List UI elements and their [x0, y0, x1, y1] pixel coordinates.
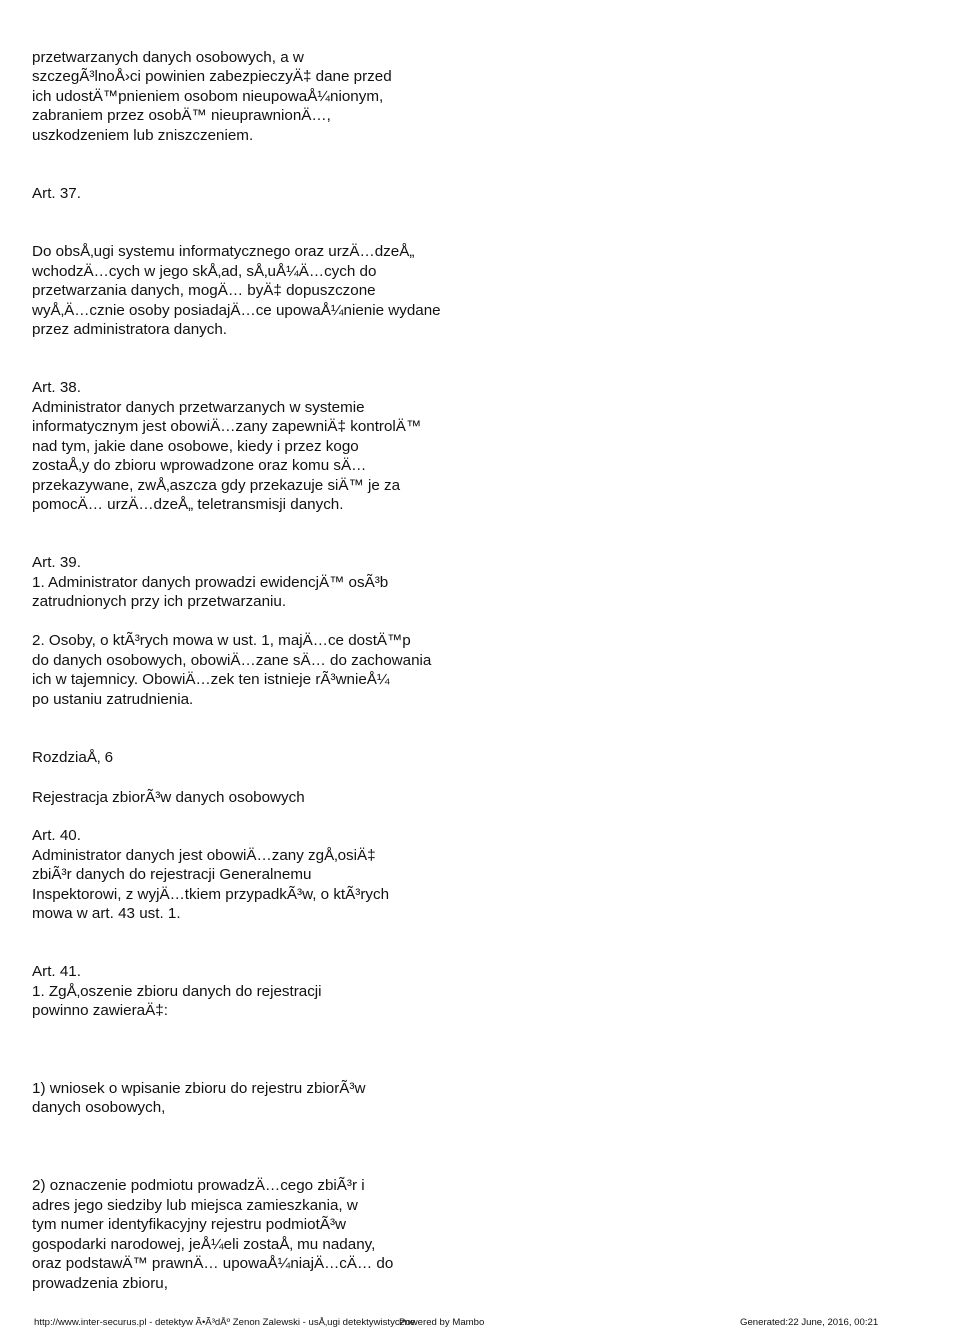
footer-generated: Generated:22 June, 2016, 00:21: [740, 1317, 879, 1328]
text-line: gospodarki narodowej, jeÅ¼eli zostaÅ‚ mu nadany,: [32, 1236, 376, 1253]
text-line: Administrator danych jest obowiÄ…zany zgÅ‚osiÄ‡: [32, 847, 376, 864]
text-line: ich udostÄ™pnieniem osobom nieupowaÅ¼nionym,: [32, 88, 384, 105]
text-line: mowa w art. 43 ust. 1.: [32, 905, 181, 922]
text-line: oraz podstawÄ™ prawnÄ… upowaÅ¼niajÄ…cÄ… do: [32, 1255, 394, 1272]
text-line: 1) wniosek o wpisanie zbioru do rejestru zbiorÃ³w: [32, 1080, 366, 1097]
text-line: adres jego siedziby lub miejsca zamieszkania, w: [32, 1197, 358, 1214]
text-line: przetwarzanych danych osobowych, a w: [32, 49, 304, 66]
footer-powered: Powered by Mambo: [399, 1317, 485, 1328]
text-line: przetwarzania danych, mogÄ… byÄ‡ dopuszczone: [32, 282, 376, 299]
article-heading: Art. 41.: [32, 963, 81, 980]
text-line: zbiÃ³r danych do rejestracji Generalnemu: [32, 866, 312, 883]
article-heading: Art. 39.: [32, 554, 81, 571]
text-line: przekazywane, zwÅ‚aszcza gdy przekazuje siÄ™ je za: [32, 477, 401, 494]
chapter-title: Rejestracja zbiorÃ³w danych osobowych: [32, 789, 305, 806]
text-line: zatrudnionych przy ich przetwarzaniu.: [32, 593, 287, 610]
text-line: ich w tajemnicy. ObowiÄ…zek ten istnieje rÃ³wnieÅ¼: [32, 671, 390, 688]
text-line: Administrator danych przetwarzanych w systemie: [32, 399, 365, 416]
text-line: danych osobowych,: [32, 1099, 166, 1116]
text-line: wyÅ‚Ä…cznie osoby posiadajÄ…ce upowaÅ¼nienie wydane: [32, 302, 441, 319]
text-line: Inspektorowi, z wyjÄ…tkiem przypadkÃ³w, o ktÃ³rych: [32, 886, 390, 903]
text-line: wchodzÄ…cych w jego skÅ‚ad, sÅ‚uÅ¼Ä…cych do: [32, 263, 377, 280]
text-line: nad tym, jakie dane osobowe, kiedy i przez kogo: [32, 438, 359, 455]
text-line: pomocÄ… urzÄ…dzeÅ„ teletransmisji danych.: [32, 496, 344, 513]
text-line: 2) oznaczenie podmiotu prowadzÄ…cego zbiÃ³r i: [32, 1177, 365, 1194]
text-line: 2. Osoby, o ktÃ³rych mowa w ust. 1, majÄ…ce dostÄ™p: [32, 632, 411, 649]
text-line: tym numer identyfikacyjny rejestru podmiotÃ³w: [32, 1216, 346, 1233]
text-line: 1. ZgÅ‚oszenie zbioru danych do rejestracji: [32, 983, 322, 1000]
text-line: Do obsÅ‚ugi systemu informatycznego oraz urzÄ…dzeÅ„: [32, 243, 415, 260]
text-line: informatycznym jest obowiÄ…zany zapewniÄ‡ kontrolÄ™: [32, 418, 422, 435]
article-heading: Art. 37.: [32, 185, 81, 202]
text-line: zabraniem przez osobÄ™ nieuprawnionÄ…,: [32, 107, 331, 124]
text-line: powinno zawieraÄ‡:: [32, 1002, 168, 1019]
article-heading: Art. 38.: [32, 379, 81, 396]
chapter-heading: RozdziaÅ‚ 6: [32, 749, 114, 766]
text-line: uszkodzeniem lub zniszczeniem.: [32, 127, 254, 144]
text-line: prowadzenia zbioru,: [32, 1275, 168, 1292]
text-line: zostaÅ‚y do zbioru wprowadzone oraz komu sÄ…: [32, 457, 367, 474]
text-line: przez administratora danych.: [32, 321, 227, 338]
text-line: do danych osobowych, obowiÄ…zane sÄ… do zachowania: [32, 652, 432, 669]
text-line: 1. Administrator danych prowadzi ewidencjÄ™ osÃ³b: [32, 574, 389, 591]
article-heading: Art. 40.: [32, 827, 81, 844]
text-line: szczegÃ³lnoÅ›ci powinien zabezpieczyÄ‡ dane przed: [32, 68, 392, 85]
footer-source: http://www.inter-securus.pl - detektyw Ã•Ã³dÅº Zenon Zalewski - usÅ‚ugi detektywistyczne: [34, 1317, 416, 1328]
text-line: po ustaniu zatrudnienia.: [32, 691, 194, 708]
